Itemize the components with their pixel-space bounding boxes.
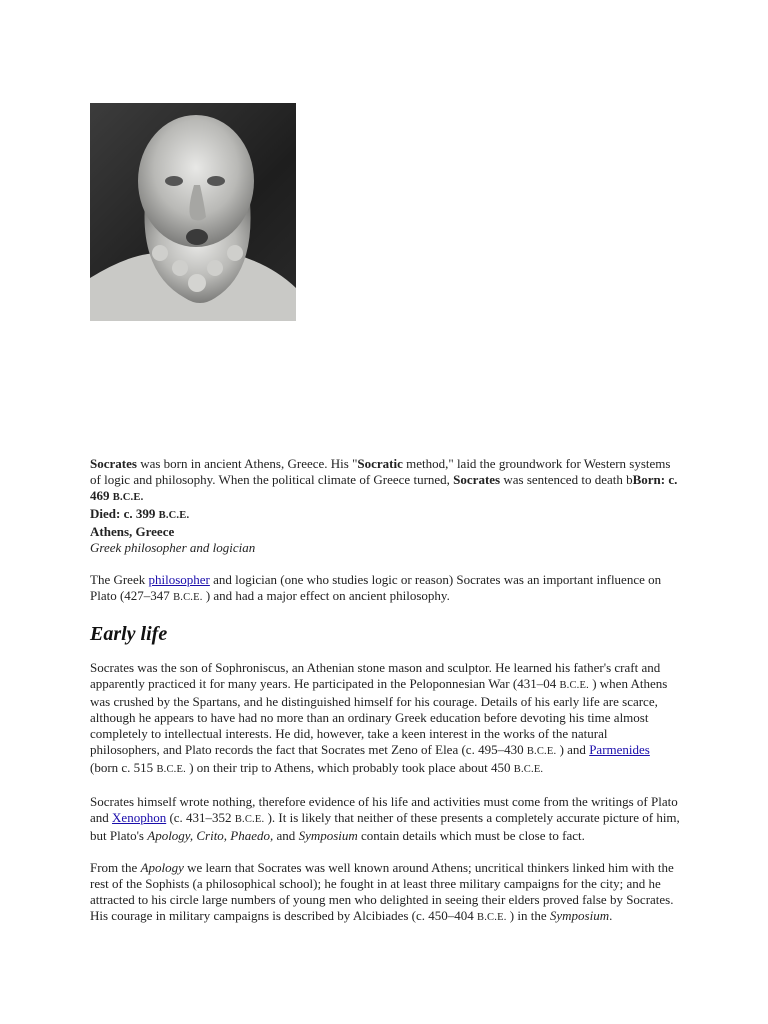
socrates-bust-image — [90, 103, 296, 321]
early-life-paragraph-3: From the Apology we learn that Socrates was well known around Athens; uncritical thinkers linked him with the rest of the Sophists (a philosophical school); he fought in at least three military campaigns for the city; and he attracted to his circle large numbers of young men who delighted in seeing their elders proved false by Socrates. His courage in military campaigns is described by Alcibiades (c. 450–404 B.C.E. ) in the Symposium. — [90, 860, 674, 923]
article-body — [90, 456, 680, 942]
xenophon-link[interactable]: Xenophon — [112, 810, 167, 825]
place-label: Athens, Greece — [90, 524, 175, 539]
intro-text: was sentenced to death b — [500, 472, 633, 487]
role-label: Greek philosopher and logician — [90, 540, 256, 555]
early-life-paragraph-2: Socrates himself wrote nothing, therefore evidence of his life and activities must come from the writings of Plato and Xenophon (c. 431–352 B.C.E. ). It is likely that neither of these presents a completely accurate picture of him, but Plato's Apology, Crito, Phaedo, and Symposium contain details which must be close to fact. — [90, 794, 680, 843]
died-label: Died: c. 399 B.C.E. — [90, 506, 190, 521]
early-life-paragraph-1: Socrates was the son of Sophroniscus, an Athenian stone mason and sculptor. He learned his father's craft and apparently practiced it for many years. He participated in the Peloponnesian War (431–04 B.C.E. ) when Athens was crushed by the Spartans, and he distinguished himself for his courage. Details of his early life are scarce, although he appears to have had no more than an ordinary Greek education before devoting his time almost completely to intellectual interests. He did, however, take a keen interest in the works of the natural philosophers, and Plato records the fact that Socrates met Zeno of Elea (c. 495–430 B.C.E. ) and Parmenides (born c. 515 B.C.E. ) on their trip to Athens, which probably took place about 450 B.C.E. — [90, 660, 668, 775]
parmenides-link[interactable]: Parmenides — [589, 742, 650, 757]
intro-paragraph — [90, 456, 680, 556]
intro-text: was born in ancient Athens, Greece. His " — [136, 456, 358, 471]
socratic-text: Socratic — [357, 456, 403, 471]
born-label: Born: c. 469 B.C.E. — [90, 472, 678, 503]
name-text: Socrates — [453, 472, 501, 487]
philosopher-link[interactable]: philosopher — [148, 572, 210, 587]
intro-text: method," laid the groundwork for Western systems of logic and philosophy. When the political climate of Greece turned, — [90, 456, 671, 487]
intro-2-paragraph: The Greek philosopher and logician (one who studies logic or reason) Socrates was an important influence on Plato (427–347 B.C.E. ) and had a major effect on ancient philosophy. — [90, 572, 662, 603]
section-title: Early life — [90, 623, 168, 645]
name-text: Socrates — [90, 456, 137, 471]
